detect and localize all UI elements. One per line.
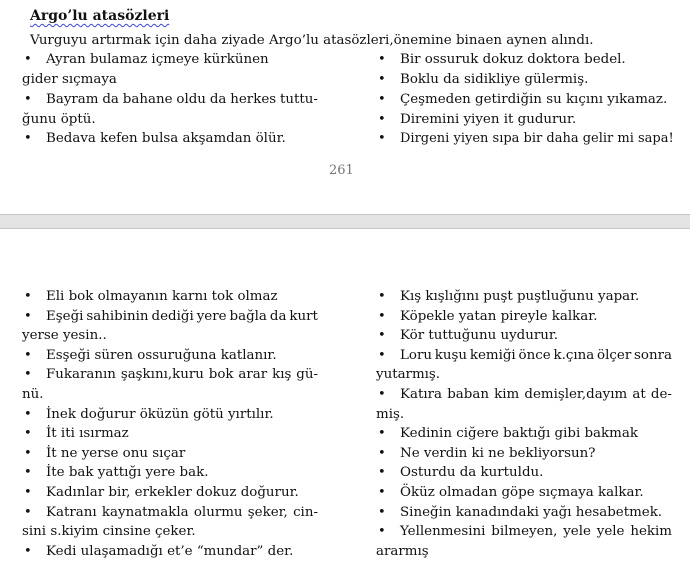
bullet-icon: • xyxy=(24,131,32,146)
proverb-line: Kör tuttuğunu uydurur. xyxy=(400,328,559,344)
page-number: 261 xyxy=(329,163,354,178)
bullet-icon: • xyxy=(24,308,32,324)
document-page-262 xyxy=(0,229,690,570)
proverb-line: Kış kışlığını puşt puştluğunu yapar. xyxy=(400,289,640,304)
bullet-icon: • xyxy=(24,289,32,304)
proverb-line: Eşeği sahibinin dediği yere bağla da kurt xyxy=(46,308,318,324)
proverb-line-cont: yutarmış. xyxy=(376,367,441,383)
proverb-line: İt iti ısırmaz xyxy=(46,426,129,442)
bullet-icon: • xyxy=(378,347,386,363)
page-break-separator xyxy=(0,214,690,229)
bullet-icon: • xyxy=(24,406,32,422)
bullet-icon: • xyxy=(24,92,32,107)
proverb-line: Bayram da bahane oldu da herkes tuttu- xyxy=(46,92,318,107)
bullet-icon: • xyxy=(24,504,32,520)
bullet-icon: • xyxy=(378,131,386,146)
proverb-line: Dirgeni yiyen sıpa bir daha gelir mi sapa! xyxy=(400,131,674,146)
bullet-icon: • xyxy=(378,52,386,67)
bullet-icon: • xyxy=(24,485,32,500)
proverb-line: Eli bok olmayanın karnı tok olmaz xyxy=(46,289,278,304)
bullet-icon: • xyxy=(378,445,386,461)
proverb-line: Çeşmeden getirdiğin su kıçını yıkamaz. xyxy=(400,92,668,107)
proverb-line-cont: nü. xyxy=(22,387,44,402)
proverb-line: Esşeği süren ossuruğuna katlanır. xyxy=(46,347,277,363)
proverb-line: Kedinin ciğere baktığı gibi bakmak xyxy=(400,426,638,442)
bullet-icon: • xyxy=(24,465,32,481)
bullet-icon: • xyxy=(378,485,386,500)
proverb-line: Sineğin kanadındaki yağı hesabetmek. xyxy=(400,504,663,520)
proverb-line: Fukaranın şaşkını,kuru bok arar kış gü- xyxy=(46,367,318,383)
bullet-icon: • xyxy=(24,367,32,383)
proverb-line: İt ne yerse onu sıçar xyxy=(46,445,186,461)
proverb-line-cont: yerse yesin.. xyxy=(22,328,107,344)
proverb-line: Diremini yiyen it gudurur. xyxy=(400,112,577,127)
bullet-icon: • xyxy=(24,426,32,442)
bullet-icon: • xyxy=(24,52,32,67)
proverb-line: Kedi ulaşamadığı et’e “mundar” der. xyxy=(46,543,294,559)
proverb-line: Loru kuşu kemiği önce k.çına ölçer sonra xyxy=(400,347,672,363)
proverb-line: Katıra baban kim demişler,dayım at de- xyxy=(400,387,672,402)
proverb-line: Köpekle yatan pireyle kalkar. xyxy=(400,308,598,324)
bullet-icon: • xyxy=(24,347,32,363)
proverb-line: Osturdu da kurtuldu. xyxy=(400,465,544,481)
bullet-icon: • xyxy=(378,465,386,481)
bullet-icon: • xyxy=(378,524,386,540)
proverb-line-cont: gider sıçmaya xyxy=(22,72,117,87)
bullet-icon: • xyxy=(378,289,386,304)
bullet-icon: • xyxy=(378,387,386,402)
proverb-line: Boklu da sidikliye gülermiş. xyxy=(400,72,589,87)
bullet-icon: • xyxy=(24,543,32,559)
proverb-line: Bedava kefen bulsa akşamdan ölür. xyxy=(46,131,286,146)
bullet-icon: • xyxy=(378,308,386,324)
proverb-line: Öküz olmadan göpe sıçmaya kalkar. xyxy=(400,485,644,500)
proverb-line: İnek doğurur öküzün götü yırtılır. xyxy=(46,406,274,422)
bullet-icon: • xyxy=(378,504,386,520)
proverb-line: Bir ossuruk dokuz doktora bedel. xyxy=(400,52,626,67)
proverb-line: Katranı kaynatmakla olurmu şeker, cin- xyxy=(46,504,318,520)
section-title: Argo’lu atasözleri xyxy=(30,8,170,24)
proverb-line: Ayran bulamaz içmeye kürkünen xyxy=(46,52,269,67)
proverb-line: Kadınlar bir, erkekler dokuz doğurur. xyxy=(46,485,299,500)
proverb-line: İte bak yattığı yere bak. xyxy=(46,465,209,481)
proverb-line-cont: sini s.kiyim cinsine çeker. xyxy=(22,524,196,540)
proverb-line-cont: ararmış xyxy=(376,543,429,559)
bullet-icon: • xyxy=(378,426,386,442)
proverb-line: Yellenmesini bilmeyen, yele yele hekim xyxy=(400,524,672,540)
bullet-icon: • xyxy=(378,92,386,107)
bullet-icon: • xyxy=(378,328,386,344)
intro-paragraph: Vurguyu artırmak için daha ziyade Argo’lu atasözleri,önemine binaen aynen alındı. xyxy=(30,33,594,48)
bullet-icon: • xyxy=(378,72,386,87)
proverb-line-cont: ğunu öptü. xyxy=(22,112,96,127)
proverb-line-cont: miş. xyxy=(376,406,405,422)
proverb-line: Ne verdin ki ne bekliyorsun? xyxy=(400,445,596,461)
bullet-icon: • xyxy=(378,112,386,127)
document-page-261 xyxy=(0,0,690,214)
bullet-icon: • xyxy=(24,445,32,461)
